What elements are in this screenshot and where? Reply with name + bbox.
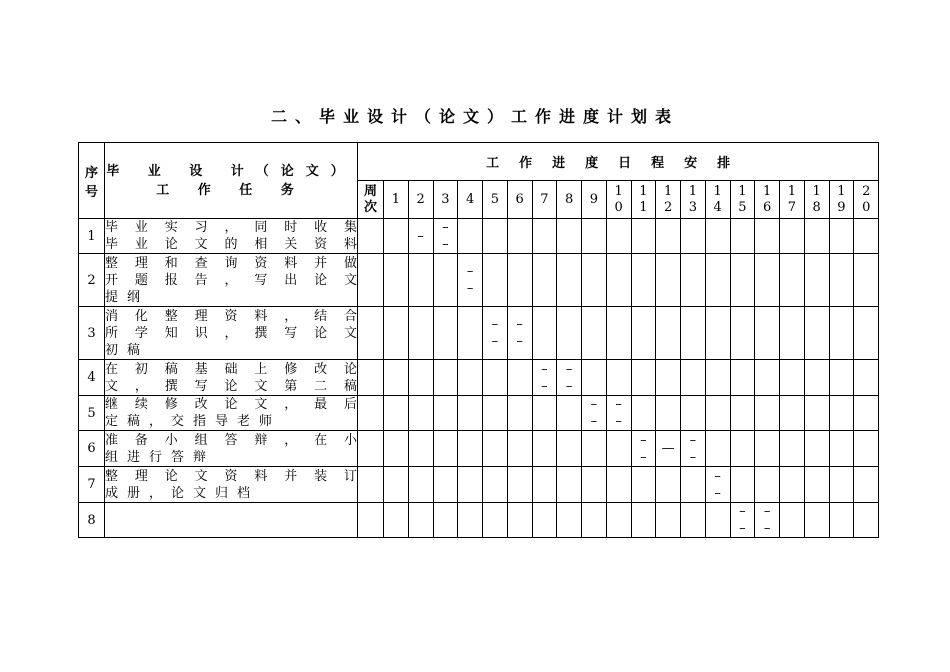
schedule-cell-week-13	[681, 467, 706, 503]
schedule-cell-week-15	[730, 503, 755, 538]
schedule-cell-week-4	[458, 360, 483, 396]
schedule-cell-week-12	[656, 431, 681, 467]
schedule-cell-week-5	[483, 219, 508, 254]
row-number: 1	[79, 219, 105, 254]
schedule-cell-week-11	[631, 219, 656, 254]
schedule-cell-week-14	[705, 503, 730, 538]
schedule-cell-week-15	[730, 254, 755, 307]
week-label-cell	[358, 360, 384, 396]
schedule-cell-week-17	[780, 467, 805, 503]
progress-mark: –	[640, 432, 647, 448]
task-line: 整理和查询资料并做	[105, 255, 357, 271]
schedule-cell-week-11	[631, 503, 656, 538]
week-3: 3	[433, 181, 458, 219]
schedule-cell-week-7	[532, 219, 557, 254]
schedule-cell-week-7	[532, 396, 557, 431]
week-16: 1 6	[755, 181, 780, 219]
schedule-cell-week-1	[384, 467, 409, 503]
schedule-cell-week-4	[458, 219, 483, 254]
task-line: 整理论文资料并装订	[105, 468, 357, 484]
row-task	[105, 431, 358, 467]
schedule-cell-week-3	[433, 467, 458, 503]
progress-mark: –	[442, 237, 449, 252]
schedule-cell-week-1	[384, 431, 409, 467]
schedule-cell-week-1	[384, 503, 409, 538]
schedule-cell-week-17	[780, 396, 805, 431]
schedule-cell-week-16	[755, 467, 780, 503]
progress-mark: –	[491, 334, 499, 349]
row-number: 4	[79, 360, 105, 396]
schedule-cell-week-6	[507, 254, 532, 307]
schedule-cell-week-11	[631, 431, 656, 467]
schedule-cell-week-19	[829, 307, 854, 360]
schedule-cell-week-3	[433, 219, 458, 254]
schedule-cell-week-5	[483, 396, 508, 431]
schedule-cell-week-1	[384, 254, 409, 307]
schedule-cell-week-10	[606, 307, 631, 360]
schedule-cell-week-2	[408, 254, 433, 307]
schedule-cell-week-10	[606, 254, 631, 307]
schedule-cell-week-5	[483, 360, 508, 396]
week-6: 6	[507, 181, 532, 219]
schedule-cell-week-7	[532, 254, 557, 307]
progress-mark: –	[516, 334, 523, 349]
schedule-cell-week-9	[582, 503, 607, 538]
schedule-cell-week-14	[705, 396, 730, 431]
schedule-cell-week-18	[804, 396, 829, 431]
week-8: 8	[557, 181, 582, 219]
schedule-cell-week-14	[705, 467, 730, 503]
schedule-cell-week-15	[730, 360, 755, 396]
row-task	[105, 254, 358, 307]
progress-mark: –	[565, 361, 573, 377]
schedule-cell-week-9	[582, 307, 607, 360]
schedule-cell-week-17	[780, 360, 805, 396]
progress-mark: –	[615, 397, 622, 412]
row-task	[105, 503, 358, 538]
schedule-cell-week-18	[804, 219, 829, 254]
schedule-cell-week-7	[532, 467, 557, 503]
row-number: 3	[79, 307, 105, 360]
schedule-cell-week-17	[780, 431, 805, 467]
table-row	[79, 307, 879, 360]
week-14: 1 4	[705, 181, 730, 219]
row-task	[105, 219, 358, 254]
schedule-cell-week-8	[557, 307, 582, 360]
task-line: 开题报告，写出论文	[105, 272, 357, 288]
schedule-cell-week-9	[582, 467, 607, 503]
schedule-cell-week-7	[532, 503, 557, 538]
progress-mark: –	[640, 449, 647, 465]
page-title: 二、毕业设计（论文）工作进度计划表	[270, 107, 679, 126]
schedule-cell-week-9	[582, 431, 607, 467]
schedule-cell-week-10	[606, 396, 631, 431]
row-number: 8	[79, 503, 105, 538]
schedule-cell-week-9	[582, 396, 607, 431]
schedule-cell-week-8	[557, 254, 582, 307]
schedule-cell-week-6	[507, 431, 532, 467]
task-line: 毕业实习，同时收集	[105, 220, 357, 235]
schedule-cell-week-2	[408, 219, 433, 254]
task-line: 在初稿基础上修改论	[105, 361, 357, 377]
schedule-cell-week-4	[458, 254, 483, 307]
schedule-cell-week-16	[755, 219, 780, 254]
week-1: 1	[384, 181, 409, 219]
schedule-cell-week-4	[458, 396, 483, 431]
week-label-cell	[358, 503, 384, 538]
schedule-cell-week-2	[408, 431, 433, 467]
row-task	[105, 307, 358, 360]
schedule-cell-week-14	[705, 219, 730, 254]
progress-mark: –	[714, 468, 721, 484]
schedule-cell-week-5	[483, 503, 508, 538]
progress-mark: –	[689, 449, 697, 465]
schedule-cell-week-18	[804, 431, 829, 467]
schedule-cell-week-13	[681, 396, 706, 431]
schedule-cell-week-6	[507, 219, 532, 254]
schedule-cell-week-10	[606, 431, 631, 467]
week-19: 1 9	[829, 181, 854, 219]
schedule-cell-week-16	[755, 360, 780, 396]
progress-mark: –	[739, 521, 746, 536]
row-task	[105, 396, 358, 431]
schedule-cell-week-17	[780, 254, 805, 307]
schedule-cell-week-20	[854, 396, 879, 431]
row-task	[105, 360, 358, 396]
task-line: 准备小组答辩，在小	[105, 432, 357, 448]
schedule-cell-week-9	[582, 219, 607, 254]
schedule-cell-week-3	[433, 307, 458, 360]
schedule-cell-week-12	[656, 396, 681, 431]
week-20: 2 0	[854, 181, 879, 219]
week-11: 1 1	[631, 181, 656, 219]
progress-mark: –	[466, 281, 474, 296]
schedule-cell-week-14	[705, 360, 730, 396]
table-row	[79, 503, 879, 538]
schedule-cell-week-4	[458, 431, 483, 467]
schedule-cell-week-2	[408, 503, 433, 538]
schedule-cell-week-15	[730, 467, 755, 503]
schedule-cell-week-4	[458, 307, 483, 360]
progress-mark: –	[442, 220, 449, 235]
week-4: 4	[458, 181, 483, 219]
schedule-cell-week-19	[829, 219, 854, 254]
header-week: 周次	[358, 181, 384, 219]
week-13: 1 3	[681, 181, 706, 219]
row-task	[105, 467, 358, 503]
schedule-cell-week-12	[656, 254, 681, 307]
schedule-cell-week-8	[557, 219, 582, 254]
schedule-cell-week-19	[829, 360, 854, 396]
schedule-cell-week-12	[656, 219, 681, 254]
table-row	[79, 467, 879, 503]
schedule-cell-week-12	[656, 503, 681, 538]
progress-mark: –	[516, 317, 523, 332]
schedule-cell-week-8	[557, 431, 582, 467]
schedule-cell-week-12	[656, 307, 681, 360]
schedule-cell-week-7	[532, 307, 557, 360]
progress-mark: –	[590, 397, 598, 412]
schedule-cell-week-16	[755, 307, 780, 360]
schedule-cell-week-2	[408, 396, 433, 431]
schedule-cell-week-20	[854, 307, 879, 360]
schedule-cell-week-19	[829, 431, 854, 467]
task-line: 消化整理资料，结合	[105, 308, 357, 324]
schedule-cell-week-4	[458, 467, 483, 503]
progress-mark: –	[615, 414, 622, 429]
schedule-cell-week-15	[730, 396, 755, 431]
schedule-cell-week-20	[854, 467, 879, 503]
schedule-cell-week-3	[433, 254, 458, 307]
schedule-cell-week-18	[804, 360, 829, 396]
task-line: 继续修改论文，最后	[105, 397, 357, 412]
schedule-cell-week-9	[582, 254, 607, 307]
schedule-cell-week-2	[408, 307, 433, 360]
schedule-cell-week-13	[681, 360, 706, 396]
progress-mark: –	[541, 361, 548, 377]
progress-mark: —	[661, 441, 675, 456]
schedule-cell-week-8	[557, 467, 582, 503]
table-row	[79, 396, 879, 431]
schedule-cell-week-1	[384, 307, 409, 360]
header-seq: 序号	[79, 143, 105, 219]
schedule-cell-week-9	[582, 360, 607, 396]
schedule-cell-week-13	[681, 431, 706, 467]
schedule-cell-week-20	[854, 431, 879, 467]
week-label-cell	[358, 396, 384, 431]
schedule-cell-week-4	[458, 503, 483, 538]
schedule-cell-week-20	[854, 219, 879, 254]
schedule-cell-week-8	[557, 396, 582, 431]
schedule-cell-week-13	[681, 503, 706, 538]
schedule-cell-week-5	[483, 307, 508, 360]
schedule-cell-week-14	[705, 254, 730, 307]
schedule-cell-week-20	[854, 254, 879, 307]
schedule-cell-week-14	[705, 307, 730, 360]
week-17: 1 7	[780, 181, 805, 219]
schedule-cell-week-5	[483, 467, 508, 503]
schedule-cell-week-5	[483, 431, 508, 467]
schedule-cell-week-18	[804, 467, 829, 503]
progress-mark: –	[763, 504, 771, 519]
schedule-cell-week-15	[730, 219, 755, 254]
week-label-cell	[358, 219, 384, 254]
task-line: 提纲	[105, 289, 150, 305]
schedule-table	[78, 142, 879, 538]
schedule-cell-week-1	[384, 360, 409, 396]
schedule-cell-week-13	[681, 307, 706, 360]
schedule-cell-week-6	[507, 396, 532, 431]
schedule-cell-week-14	[705, 431, 730, 467]
schedule-cell-week-19	[829, 503, 854, 538]
schedule-cell-week-19	[829, 254, 854, 307]
schedule-cell-week-7	[532, 431, 557, 467]
table-row	[79, 254, 879, 307]
schedule-cell-week-11	[631, 360, 656, 396]
schedule-cell-week-10	[606, 467, 631, 503]
schedule-cell-week-17	[780, 503, 805, 538]
schedule-cell-week-10	[606, 503, 631, 538]
schedule-cell-week-19	[829, 467, 854, 503]
progress-mark: –	[739, 504, 746, 519]
schedule-cell-week-15	[730, 307, 755, 360]
week-5: 5	[483, 181, 508, 219]
schedule-cell-week-17	[780, 219, 805, 254]
schedule-cell-week-11	[631, 396, 656, 431]
schedule-cell-week-20	[854, 503, 879, 538]
task-line: 成册，论文归档	[105, 485, 260, 501]
schedule-cell-week-6	[507, 467, 532, 503]
schedule-cell-week-10	[606, 219, 631, 254]
progress-mark: –	[763, 521, 771, 536]
schedule-cell-week-18	[804, 254, 829, 307]
schedule-cell-week-8	[557, 503, 582, 538]
schedule-cell-week-7	[532, 360, 557, 396]
progress-mark: –	[689, 432, 697, 448]
schedule-cell-week-5	[483, 254, 508, 307]
schedule-cell-week-3	[433, 503, 458, 538]
week-9: 9	[582, 181, 607, 219]
row-number: 7	[79, 467, 105, 503]
progress-mark: –	[714, 485, 721, 501]
header-task: 毕 业 设 计（论文）工 作 任 务	[105, 143, 358, 219]
progress-mark: –	[466, 264, 474, 279]
progress-mark: –	[565, 378, 573, 394]
schedule-cell-week-11	[631, 307, 656, 360]
task-line: 所学知识，撰写论文	[105, 325, 357, 341]
schedule-cell-week-6	[507, 307, 532, 360]
schedule-cell-week-19	[829, 396, 854, 431]
progress-mark: –	[541, 378, 548, 394]
row-number: 5	[79, 396, 105, 431]
schedule-cell-week-1	[384, 219, 409, 254]
schedule-cell-week-2	[408, 360, 433, 396]
table-row	[79, 431, 879, 467]
table-row	[79, 360, 879, 396]
progress-mark: –	[417, 228, 424, 244]
schedule-cell-week-8	[557, 360, 582, 396]
week-2: 2	[408, 181, 433, 219]
week-12: 1 2	[656, 181, 681, 219]
task-line: 毕业论文的相关资料	[105, 237, 357, 252]
schedule-cell-week-16	[755, 254, 780, 307]
schedule-cell-week-11	[631, 467, 656, 503]
week-label-cell	[358, 431, 384, 467]
row-number: 6	[79, 431, 105, 467]
schedule-cell-week-3	[433, 360, 458, 396]
schedule-cell-week-1	[384, 396, 409, 431]
schedule-cell-week-20	[854, 360, 879, 396]
schedule-cell-week-11	[631, 254, 656, 307]
schedule-cell-week-6	[507, 360, 532, 396]
progress-mark: –	[590, 414, 598, 429]
table-row	[79, 219, 879, 254]
week-label-cell	[358, 467, 384, 503]
schedule-cell-week-13	[681, 254, 706, 307]
week-label-cell	[358, 254, 384, 307]
schedule-cell-week-15	[730, 431, 755, 467]
schedule-cell-week-12	[656, 360, 681, 396]
schedule-cell-week-16	[755, 396, 780, 431]
row-number: 2	[79, 254, 105, 307]
schedule-cell-week-16	[755, 431, 780, 467]
week-label-cell	[358, 307, 384, 360]
schedule-cell-week-12	[656, 467, 681, 503]
progress-mark: –	[491, 317, 499, 332]
task-line: 初稿	[105, 342, 150, 358]
header-schedule: 工作进度日程安排	[358, 143, 879, 181]
schedule-cell-week-2	[408, 467, 433, 503]
task-line: 文，撰写论文第二稿	[105, 378, 357, 394]
schedule-cell-week-16	[755, 503, 780, 538]
schedule-cell-week-3	[433, 396, 458, 431]
task-line: 组进行答辩	[105, 449, 216, 465]
week-18: 1 8	[804, 181, 829, 219]
task-line: 定稿，交指导老师	[105, 414, 282, 429]
schedule-cell-week-10	[606, 360, 631, 396]
schedule-cell-week-3	[433, 431, 458, 467]
schedule-cell-week-6	[507, 503, 532, 538]
schedule-cell-week-18	[804, 503, 829, 538]
week-10: 1 0	[606, 181, 631, 219]
schedule-cell-week-13	[681, 219, 706, 254]
week-7: 7	[532, 181, 557, 219]
schedule-cell-week-18	[804, 307, 829, 360]
schedule-cell-week-17	[780, 307, 805, 360]
week-15: 1 5	[730, 181, 755, 219]
